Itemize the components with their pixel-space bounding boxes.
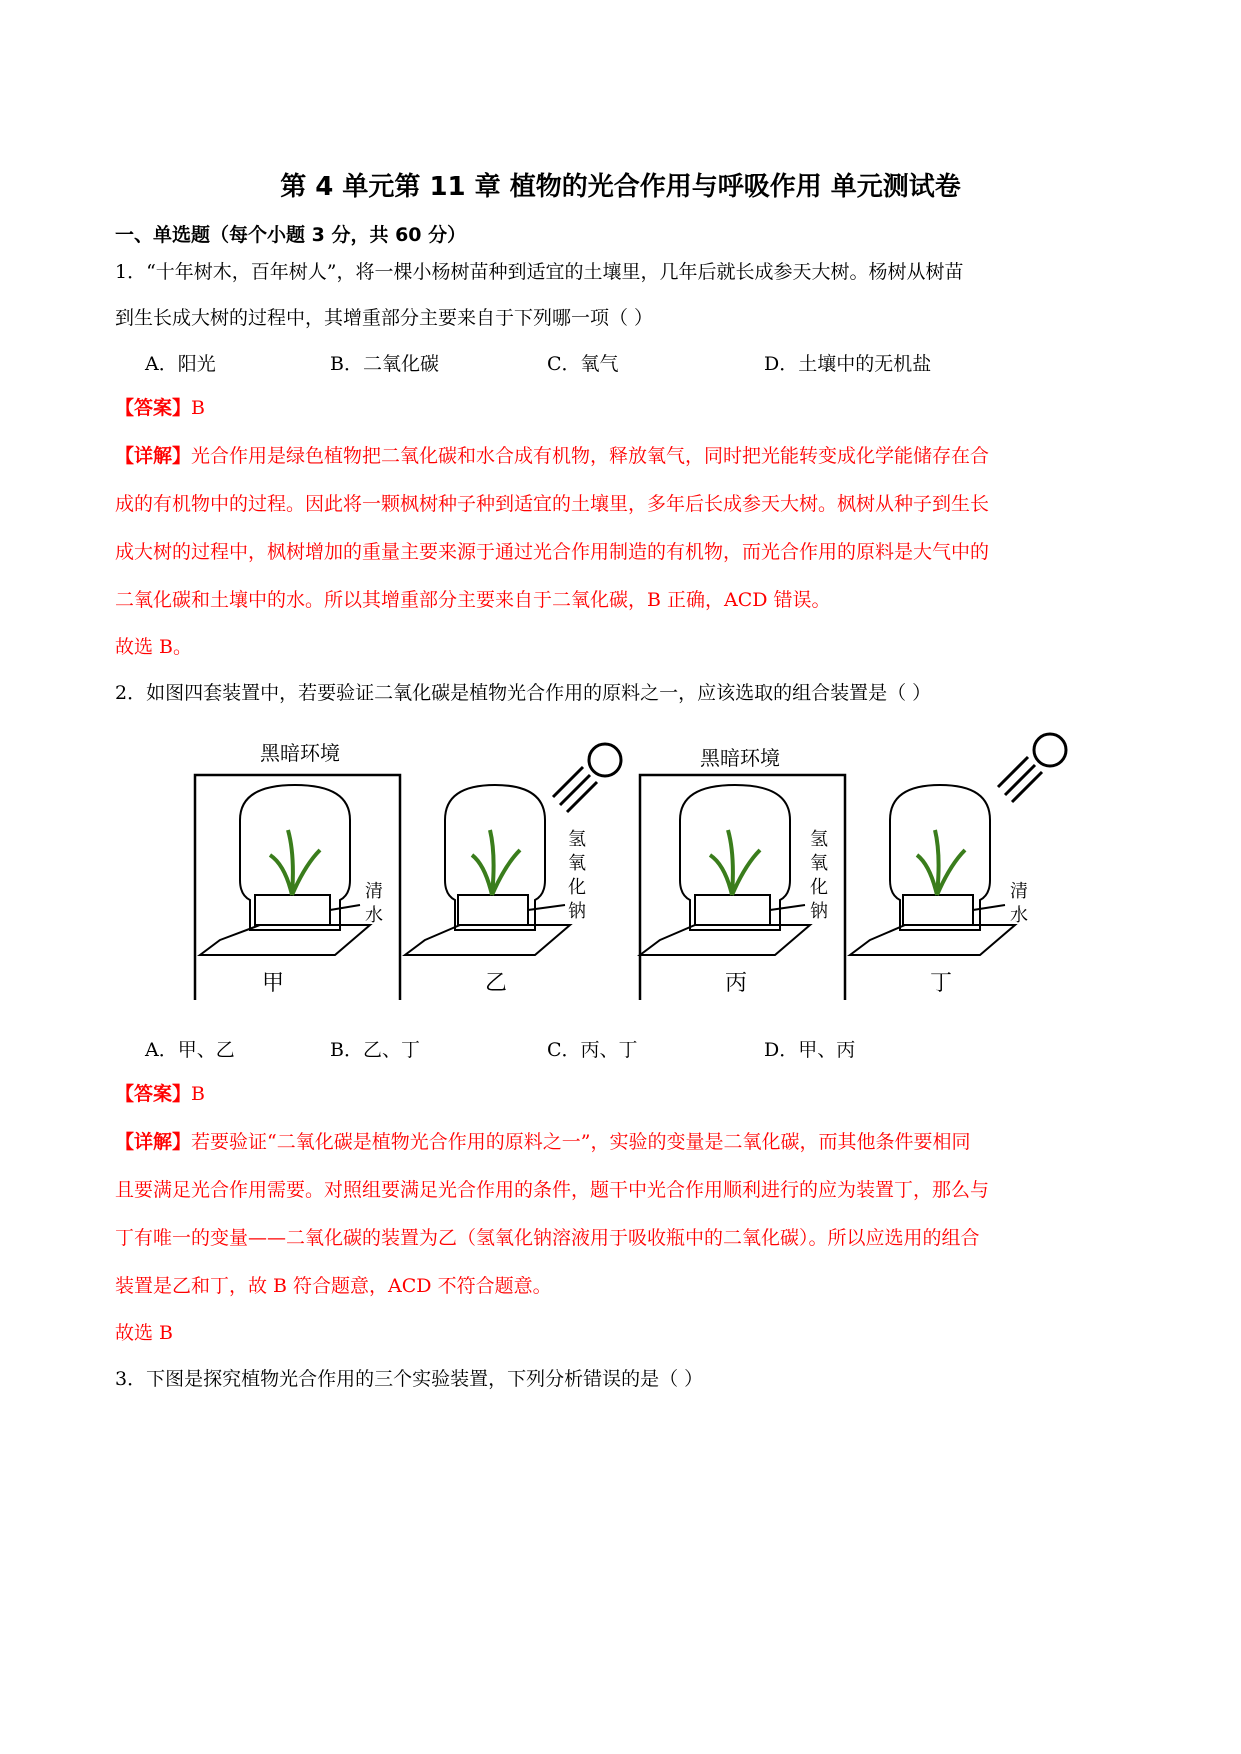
jar-jia bbox=[200, 785, 370, 955]
q2-answer bbox=[115, 1079, 205, 1106]
q1-answer bbox=[115, 393, 205, 420]
q1-option-d: D．土壤中的无机盐 bbox=[764, 353, 932, 375]
q2-conclusion: 故选 B bbox=[115, 1322, 174, 1344]
q2-option-b: B．乙、丁 bbox=[330, 1039, 420, 1061]
q1-detail-line1 bbox=[115, 441, 989, 468]
naoh-label-4b: 钠 bbox=[810, 901, 828, 922]
naoh-label-3: 化 bbox=[568, 877, 586, 898]
naoh-label-1: 氢 bbox=[568, 829, 586, 850]
q2-detail-line1 bbox=[115, 1127, 970, 1154]
water-label-top: 清 bbox=[365, 881, 383, 902]
q3-stem-line1: 3．下图是探究植物光合作用的三个实验装置，下列分析错误的是（ ） bbox=[115, 1368, 704, 1390]
device-label-ding: 丁 bbox=[930, 971, 953, 996]
dark-label-1: 黑暗环境 bbox=[260, 741, 340, 765]
naoh-label-4: 钠 bbox=[568, 901, 586, 922]
q2-detail-line3: 丁有唯一的变量——二氧化碳的装置为乙（氢氧化钠溶液用于吸收瓶中的二氧化碳）。所以应选用的组合 bbox=[115, 1227, 980, 1249]
device-label-jia: 甲 bbox=[262, 971, 285, 996]
jar-ding bbox=[850, 785, 1015, 955]
section-heading: 一、单选题（每个小题 3 分，共 60 分） bbox=[115, 224, 467, 246]
naoh-label-3b: 化 bbox=[810, 877, 828, 898]
q1-conclusion: 故选 B。 bbox=[115, 636, 193, 658]
answer-tag: 【答案】 bbox=[115, 1083, 192, 1105]
detail-text: 若要验证“二氧化碳是植物光合作用的原料之一”，实验的变量是二氧化碳，而其他条件要相同 bbox=[191, 1131, 971, 1153]
q1-stem-line1: 1．“十年树木，百年树人”，将一棵小杨树苗种到适宜的土壤里，几年后就长成参天大树。杨树从树苗 bbox=[115, 261, 964, 283]
jar-bing bbox=[640, 785, 810, 955]
q1-detail-line2: 成的有机物中的过程。因此将一颗枫树种子种到适宜的土壤里，多年后长成参天大树。枫树从种子到生长 bbox=[115, 493, 990, 515]
q1-detail-line4: 二氧化碳和土壤中的水。所以其增重部分主要来自于二氧化碳，B 正确，ACD 错误。 bbox=[115, 589, 831, 611]
sun-icon bbox=[1034, 734, 1066, 766]
q2-detail-line4: 装置是乙和丁，故 B 符合题意，ACD 不符合题意。 bbox=[115, 1275, 552, 1297]
naoh-label-1b: 氢 bbox=[810, 829, 828, 850]
q1-option-c: C．氧气 bbox=[547, 353, 619, 375]
water-label-top-b: 清 bbox=[1010, 881, 1028, 902]
answer-value: B bbox=[191, 397, 205, 419]
experiment-figure bbox=[190, 725, 1070, 1015]
detail-tag: 【详解】 bbox=[115, 445, 192, 467]
naoh-label-2b: 氧 bbox=[810, 853, 828, 874]
q2-option-d: D．甲、丙 bbox=[764, 1039, 856, 1061]
dark-label-2: 黑暗环境 bbox=[700, 746, 780, 770]
jar-yi bbox=[405, 785, 570, 955]
device-label-bing: 丙 bbox=[725, 971, 748, 996]
page-title: 第 4 单元第 11 章 植物的光合作用与呼吸作用 单元测试卷 bbox=[280, 172, 961, 202]
q2-detail-line2: 且要满足光合作用需要。对照组要满足光合作用的条件，题干中光合作用顺利进行的应为装置丁，那么与 bbox=[115, 1179, 990, 1201]
q1-stem-line2: 到生长成大树的过程中，其增重部分主要来自于下列哪一项（ ） bbox=[115, 307, 654, 329]
sun-icon bbox=[589, 744, 621, 776]
water-label-bottom: 水 bbox=[365, 905, 383, 926]
answer-tag: 【答案】 bbox=[115, 397, 192, 419]
q1-option-a: A．阳光 bbox=[145, 353, 216, 375]
device-label-yi: 乙 bbox=[485, 971, 508, 996]
q2-option-a: A．甲、乙 bbox=[145, 1039, 235, 1061]
q1-option-b: B．二氧化碳 bbox=[330, 353, 439, 375]
naoh-label-2: 氧 bbox=[568, 853, 586, 874]
water-label-bottom-b: 水 bbox=[1010, 905, 1028, 926]
q2-option-c: C．丙、丁 bbox=[547, 1039, 638, 1061]
detail-text: 光合作用是绿色植物把二氧化碳和水合成有机物，释放氧气，同时把光能转变成化学能储存在合 bbox=[191, 445, 990, 467]
answer-value: B bbox=[191, 1083, 205, 1105]
q1-detail-line3: 成大树的过程中，枫树增加的重量主要来源于通过光合作用制造的有机物，而光合作用的原料是大气中的 bbox=[115, 541, 990, 563]
q2-stem-line1: 2．如图四套装置中，若要验证二氧化碳是植物光合作用的原料之一，应该选取的组合装置是（ ） bbox=[115, 682, 932, 704]
detail-tag: 【详解】 bbox=[115, 1131, 192, 1153]
